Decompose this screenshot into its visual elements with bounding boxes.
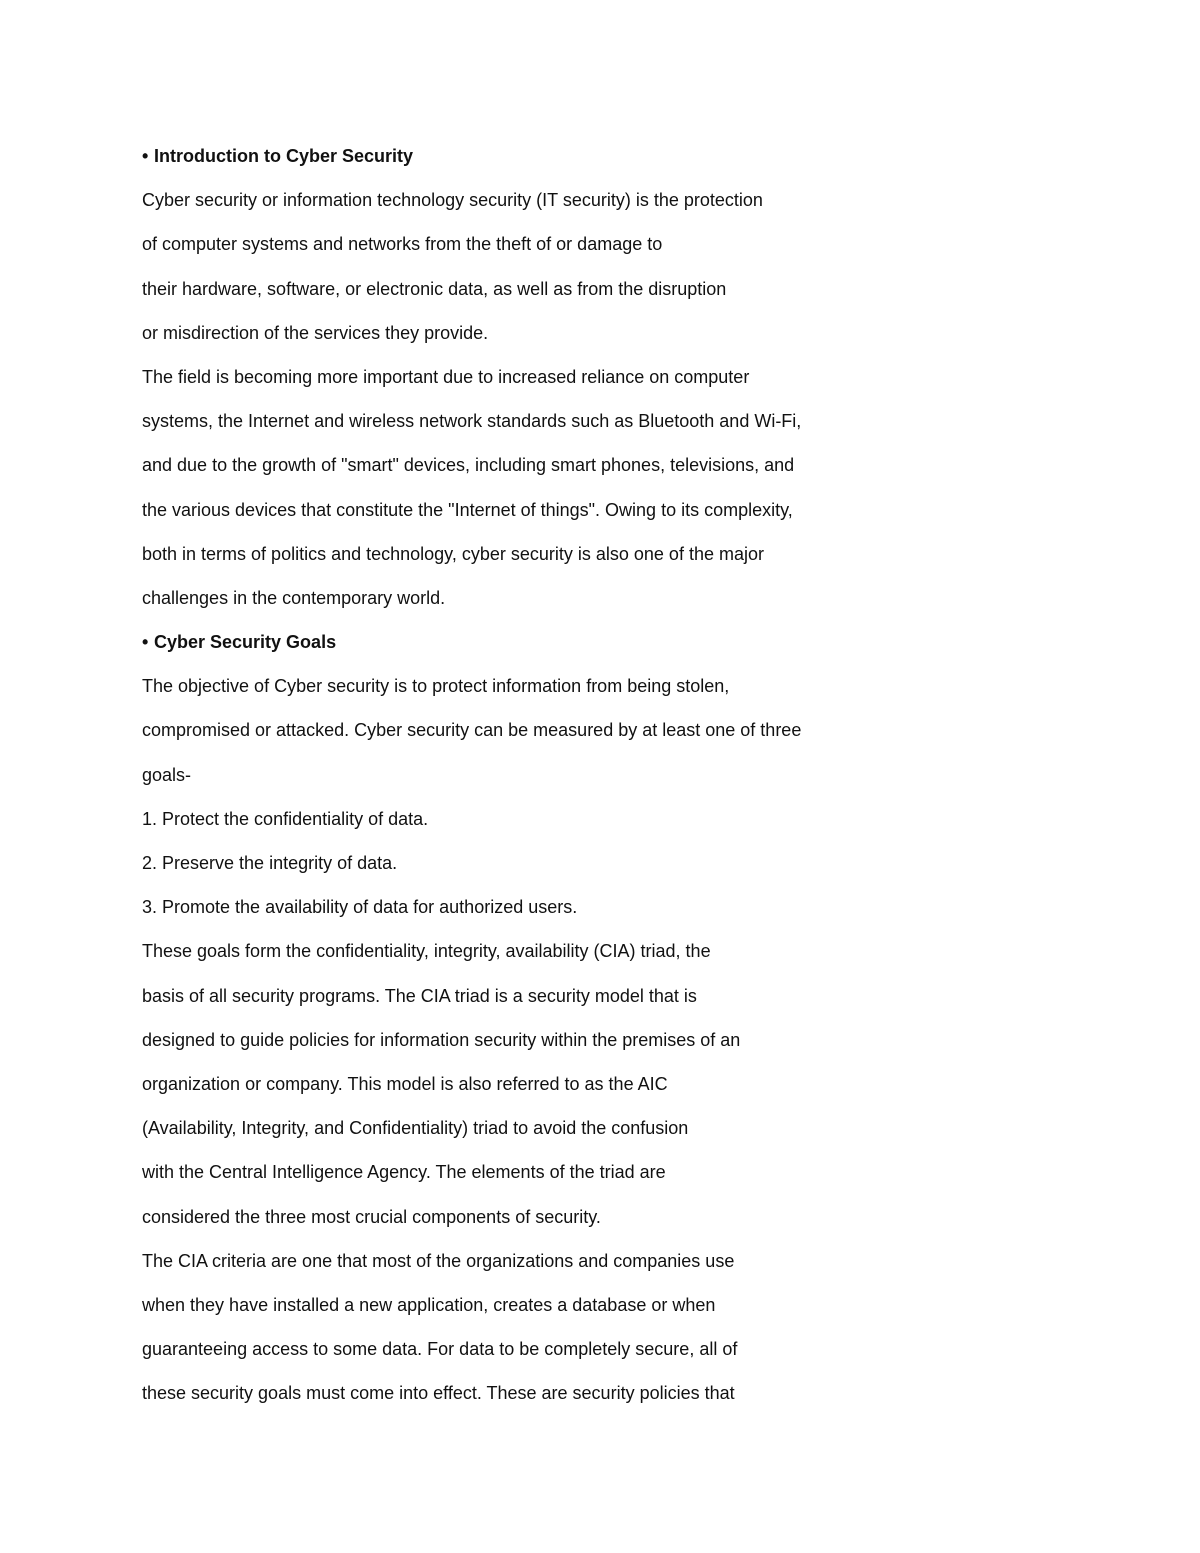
bullet-icon: • — [142, 146, 149, 166]
paragraph-line: (Availability, Integrity, and Confidentiality) triad to avoid the confusion — [142, 1118, 689, 1139]
paragraph-line: both in terms of politics and technology, cyber security is also one of the major — [142, 543, 764, 564]
section-heading: • Introduction to Cyber Security — [142, 138, 1122, 182]
paragraph-line: considered the three most crucial components of security. — [142, 1206, 601, 1227]
paragraph-line: guaranteeing access to some data. For data to be completely secure, all of — [142, 1339, 738, 1360]
paragraph-line: compromised or attacked. Cyber security can be measured by at least one of three — [142, 720, 802, 741]
section-heading: • Cyber Security Goals — [142, 624, 1122, 668]
paragraph-line: or misdirection of the services they provide. — [142, 322, 489, 343]
paragraph-line: These goals form the confidentiality, integrity, availability (CIA) triad, the — [142, 941, 711, 962]
paragraph-line: the various devices that constitute the "Internet of things". Owing to its complexity, — [142, 499, 793, 520]
paragraph-line: their hardware, software, or electronic data, as well as from the disruption — [142, 278, 727, 299]
paragraph-line: organization or company. This model is also referred to as the AIC — [142, 1073, 668, 1094]
paragraph-line: challenges in the contemporary world. — [142, 587, 446, 608]
paragraph-line: designed to guide policies for information security within the premises of an — [142, 1029, 741, 1050]
paragraph-line: basis of all security programs. The CIA triad is a security model that is — [142, 985, 697, 1006]
paragraph-line: The field is becoming more important due to increased reliance on computer — [142, 366, 750, 387]
paragraph-line: systems, the Internet and wireless network standards such as Bluetooth and Wi-Fi, — [142, 411, 802, 432]
paragraph-line: these security goals must come into effect. These are security policies that — [142, 1383, 735, 1404]
paragraph-line: The objective of Cyber security is to protect information from being stolen, — [142, 676, 730, 697]
paragraph-line: Cyber security or information technology security (IT security) is the protection — [142, 190, 763, 211]
paragraph-line: of computer systems and networks from the theft of or damage to — [142, 234, 663, 255]
paragraph-line: and due to the growth of "smart" devices, including smart phones, televisions, and — [142, 455, 795, 476]
paragraph-line: goals- — [142, 764, 192, 785]
list-item: 1. Protect the confidentiality of data. — [142, 808, 429, 829]
document-body — [142, 138, 1122, 1419]
bullet-icon: • — [142, 632, 149, 653]
list-item: 3. Promote the availability of data for authorized users. — [142, 897, 578, 918]
paragraph-line: The CIA criteria are one that most of the organizations and companies use — [142, 1250, 735, 1271]
paragraph-line: with the Central Intelligence Agency. The elements of the triad are — [142, 1162, 666, 1183]
paragraph-line: when they have installed a new application, creates a database or when — [142, 1294, 716, 1315]
list-item: 2. Preserve the integrity of data. — [142, 853, 398, 873]
